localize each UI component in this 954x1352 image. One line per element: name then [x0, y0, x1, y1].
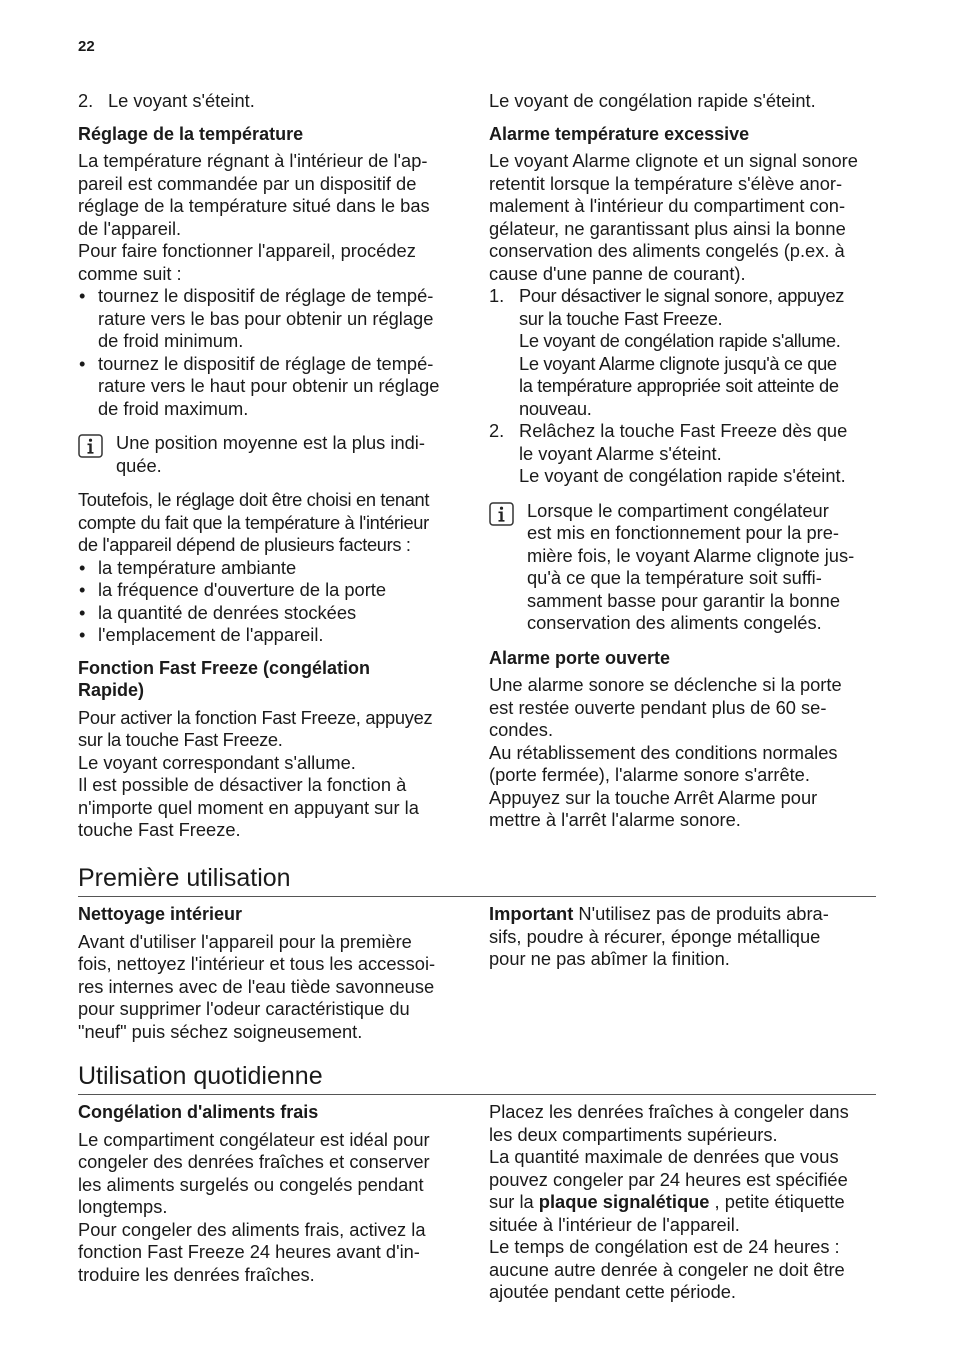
fast-freeze-off-text: Le voyant de congélation rapide s'éteint.: [489, 90, 816, 111]
fast-freeze-paragraph: Pour activer la fonction Fast Freeze, appuyez sur la touche Fast Freeze.: [78, 706, 433, 750]
temperature-heading: Réglage de la température: [78, 123, 304, 144]
freezing-paragraph-1: Le compartiment congélateur est idéal pour congeler des denrées fraîches et conserver les aliments surgelés ou congelés pendant longtemps.: [78, 1128, 430, 1217]
list-item: • l'emplacement de l'appareil.: [78, 624, 466, 647]
step-number: 2.: [78, 90, 94, 111]
fast-freeze-indicator-text: Le voyant correspondant s'allume.: [78, 751, 356, 773]
alarm-steps: [489, 285, 881, 488]
cleaning-heading: Nettoyage intérieur: [78, 904, 243, 924]
section-title-daily-use: Utilisation quotidienne: [78, 1062, 323, 1090]
door-alarm-paragraph: Une alarme sonore se déclenche si la porte est restée ouverte pendant plus de 60 se- condes.: [489, 674, 842, 740]
temperature-paragraph: La température régnant à l'intérieur de l'ap- pareil est commandée par un dispositif de réglage de la température situé dans le bas de l'appareil.: [78, 150, 430, 239]
door-alarm-restore-text: Au rétablissement des conditions normales (porte fermée), l'alarme sonore s'arrête.: [489, 741, 838, 785]
list-item: • tournez le dispositif de réglage de tempé- rature vers le haut pour obtenir un réglage de froid maximum.: [78, 353, 466, 421]
page-number: 22: [78, 38, 95, 55]
temperature-alarm-paragraph: Le voyant Alarme clignote et un signal sonore retentit lorsque la température s'élève anor- malement à l'intérieur du compartiment con- gélateur, ne garantissant plus ainsi la bonne conservation des aliments congelés (p.ex. à cause d'une panne de courant).: [489, 150, 858, 284]
section-divider: [78, 1094, 876, 1095]
cleaning-paragraph: Avant d'utiliser l'appareil pour la première fois, nettoyez l'intérieur et tous les accessoi- res internes avec de l'eau tiède savonneuse pour supprimer l'odeur caractéristique du "neuf" puis séchez soigneusement.: [78, 930, 436, 1042]
list-item: 2. Relâchez la touche Fast Freeze dès que le voyant Alarme s'éteint. Le voyant de congélation rapide s'éteint.: [489, 420, 848, 486]
sec2-left-column: [78, 903, 466, 1043]
important-note: Important N'utilisez pas de produits abra- sifs, poudre à récurer, éponge métallique pour ne pas abîmer la finition.: [489, 903, 829, 969]
info-text: Lorsque le compartiment congélateur est mis en fonctionnement pour la pre- mière fois, le voyant Alarme clignote jus- qu'à ce que la température soit suffi- samment basse pour garantir la bonne conservation des aliments congelés.: [527, 499, 855, 633]
sec1-right-column: [489, 90, 881, 832]
temperature-bullets: [78, 285, 466, 420]
step-number: 2.: [489, 420, 505, 441]
info-icon: [78, 434, 103, 458]
list-item: [78, 90, 466, 113]
sec3-left-column: [78, 1101, 466, 1286]
list-item: • tournez le dispositif de réglage de tempé- rature vers le bas pour obtenir un réglage de froid minimum.: [78, 285, 466, 353]
freezing-paragraph-2: Pour congeler des aliments frais, activez la fonction Fast Freeze 24 heures avant d'in- troduire les denrées fraîches.: [78, 1218, 426, 1285]
list-item: • la température ambiante: [78, 557, 466, 580]
info-note: [489, 500, 881, 635]
step-number: 1.: [489, 285, 505, 306]
temperature-alarm-heading: Alarme température excessive: [489, 123, 750, 144]
capacity-paragraph: La quantité maximale de denrées que vous pouvez congeler par 24 heures est spécifiée sur la plaque signalétique , petite étiquette située à l'intérieur de l'appareil.: [489, 1146, 848, 1235]
fast-freeze-deactivate-text: Il est possible de désactiver la fonction à n'importe quel moment en appuyant sur la touche Fast Freeze.: [78, 774, 419, 840]
placement-paragraph: Placez les denrées fraîches à congeler dans les deux compartiments supérieurs.: [489, 1101, 849, 1145]
factors-intro: Toutefois, le réglage doit être choisi en tenant compte du fait que la température à l'intérieur de l'appareil dépend de plusieurs facteurs :: [78, 489, 430, 555]
sec3-right-column: [489, 1101, 881, 1304]
info-icon: [489, 502, 514, 526]
door-alarm-heading: Alarme porte ouverte: [489, 647, 671, 668]
fast-freeze-heading: Fonction Fast Freeze (congélation Rapide): [78, 657, 371, 700]
important-label: Important: [489, 903, 574, 924]
step-list: [78, 90, 466, 113]
info-text: Une position moyenne est la plus indi- quée.: [116, 432, 425, 476]
rating-plate-label: plaque signalétique: [538, 1191, 710, 1212]
section-divider: [78, 896, 876, 897]
factors-list: [78, 557, 466, 647]
step-text: Le voyant s'éteint.: [108, 90, 255, 111]
door-alarm-stop-text: Appuyez sur la touche Arrêt Alarme pour mettre à l'arrêt l'alarme sonore.: [489, 786, 818, 830]
freezing-heading: Congélation d'aliments frais: [78, 1102, 319, 1122]
list-item: 1. Pour désactiver le signal sonore, appuyez sur la touche Fast Freeze. Le voyant de congélation rapide s'allume. Le voyant Alarme clignote jusqu'à ce que la température appropriée soit atteinte de nouveau.: [489, 285, 845, 419]
freezing-time-paragraph: Le temps de congélation est de 24 heures : aucune autre denrée à congeler ne doit être ajoutée pendant cette période.: [489, 1236, 845, 1302]
info-note: [78, 432, 466, 477]
list-item: • la quantité de denrées stockées: [78, 602, 466, 625]
procedure-intro: Pour faire fonctionner l'appareil, procédez comme suit :: [78, 240, 416, 284]
sec2-right-column: [489, 903, 881, 971]
list-item: • la fréquence d'ouverture de la porte: [78, 579, 466, 602]
sec1-left-column: [78, 90, 466, 842]
section-title-first-use: Première utilisation: [78, 864, 291, 892]
